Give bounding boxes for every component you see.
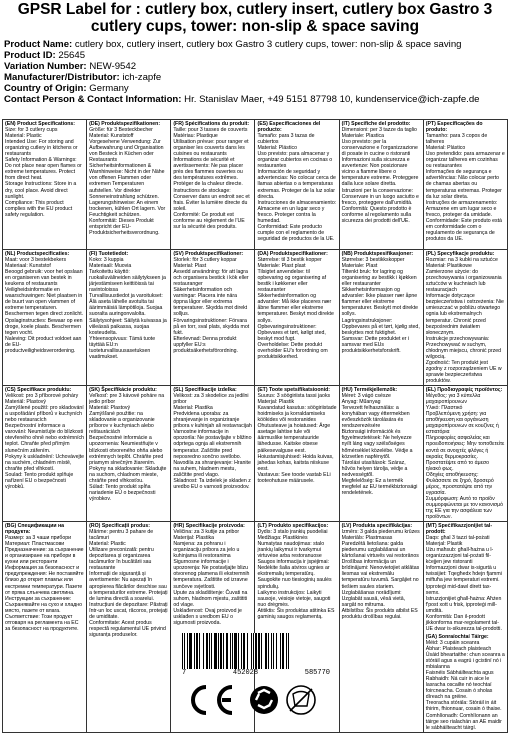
info-label: Country of Origin: [4, 83, 87, 94]
barcode-bar [288, 633, 289, 669]
lang-cell-sk: (SK) Špecifikácie produktu: Veľkosť: pre 3 kávové poháre na jedlo príbor Materiál: Plastový Zamýšľané použitie: na skladovanie a organizovanie príborov v kuchyniach alebo reštauráciách Bezpečnostné informácie a upozornenia: Neumiestňujte v blízkosti otvoreného ohňa alebo extrémnych teplôt. Chráňte pred priamym slnečným žiarením. Pokyny na skladovanie: Skladujte na suchom, chladnom mieste, chráňte pred vlhkosťou. Súlad: Tento produkt spĺňa nariadenie EÚ o bezpečnosti výrobkov. [87, 386, 171, 522]
info-value: ich-zapfe [122, 72, 162, 83]
lang-cell-ro: (RO) Specificații produs: Mărime: pentru 3 pahare de tacâmuri Material: Plastic Utilizare preconizată: pentru depozitarea și organizarea tacâmurilor în bucătării sau restaurante Informații de siguranță și avertismente: Nu așezați în apropierea flăcărilor deschise sau a temperaturilor extreme. Protejați de lumina directă a soarelui. Instrucțiuni de depozitare: Păstrați într-un loc uscat, răcoros, protejați de umiditate. Conformitate: Acest produs respectă regulamentul UE privind siguranța produselor. [87, 522, 171, 733]
lang-cell-hu: (HU) Termékjellemzők: Méret: 3 vágó csésze Anyag: Műanyag Tervezett felhasználás: a konyhában vagy éttermekben evőeszközök tárolására és rendszerezésére Biztonsági információk és figyelmeztetések: Ne helyezze nyílt láng vagy szélsőséges hőmérséklet közelébe. Védje a közvetlen napfénytől. Tárolási utasítások: Száraz, hűvös helyen tárolja, védje a nedvességtől. Megfelelőség: Ez a termék megfelel az EU termékbiztonsági rendeletének. [339, 386, 423, 522]
barcode-digit-group: 585770 [304, 669, 330, 677]
lang-cell-en: (EN) Product Specifications: Size: for 3 cutlery cups Material: Plastic Intended Use: For storing and organizing cutlery in kitchens or restaurants Safety Information & Warnings: Do not place near open flames or extreme temperatures. Protect from direct heat. Storage Instructions: Store in a dry, cool place. Avoid direct sunlight. Compliance: This product complies with the EU product safety regulation. [3, 120, 87, 250]
lang-cell-bg: (BG) Спецификации на продукта: Размер: за 3 чаши прибори Материал: Пластмасови Предназначение: за съхранение и организиране на прибори в кухни или ресторанти Информация за безопасност и предупреждения: Не поставяйте близо до открит пламък или екстремни температури. Пазете от пряка слънчева светлина. Инструкции за съхранение: Съхранявайте на сухо и хладно място, пазете от влага. Съответствие: Този продукт отговаря на регламента на ЕС за безопасност на продуктите. [3, 522, 87, 733]
info-row [4, 39, 510, 50]
ean-barcode [182, 633, 330, 677]
lang-cell-fr: (FR) Spécifications du produit: Taille: pour 3 tasses de couverts Matériau: Plastique Utilisation prévue: pour ranger et organiser les couverts dans les cuisines ou restaurants Informations de sécurité et avertissements: Ne pas placer près des flammes ouvertes ou des températures extrêmes. Protéger de la chaleur directe. Instructions de stockage: Conserver dans un endroit sec et frais. Éviter la lumière directe du soleil. Conformité: Ce produit est conforme au règlement de l'UE sur la sécurité des produits. [171, 120, 255, 250]
food-safe-icon [287, 686, 315, 714]
info-row [4, 61, 510, 72]
barcode-digit-group: 7 [182, 669, 187, 677]
info-value: 25645 [58, 50, 86, 61]
info-label: Product Name: [4, 39, 73, 50]
info-row [4, 83, 510, 94]
lang-cell-de: (DE) Produktspezifikationen: Größe: für 3 Besteckbecher Material: Kunststoff Vorgesehene Verwendung: Zur Aufbewahrung und Organisation von Besteck in Küchen oder Restaurants Sicherheitsinformationen & Warnhinweise: Nicht in der Nähe von offenen Flammen oder extremen Temperaturen aufstellen. Vor direkter Sonneneinstrahlung schützen. Lagerungshinweise: An einem trockenen, kühlen Ort lagern. Vor Feuchtigkeit schützen. Konformität: Dieses Produkt entspricht der EU-Produktsicherheitsverordnung. [87, 120, 171, 250]
lang-cell-el: (EL) Προδιαγραφές προϊόντος: Μέγεθος: για 3 κύπελλα μαχαιροπίρουνων Υλικό: Πλαστικό Προβλεπόμενη χρήση: για αποθήκευση και οργάνωση μαχαιροπίρουνων σε κουζίνες ή εστιατόρια Πληροφορίες ασφαλείας και προειδοποιήσεις: Μην τοποθετείτε κοντά σε ανοιχτές φλόγες ή ακραίες θερμοκρασίες. Προστατέψτε από το άμεσο ηλιακό φως. Οδηγίες αποθήκευσης: Φυλάσσετε σε ξηρό, δροσερό μέρος, προστατέψτε από την υγρασία. Συμμόρφωση: Αυτό το προϊόν συμμορφώνεται με τον κανονισμό της ΕΕ για την ασφάλεια των προϊόντων. [423, 386, 507, 522]
info-value: NEW-9542 [89, 61, 137, 72]
barcode-digits [182, 669, 330, 677]
info-value: Germany [89, 83, 129, 94]
lang-cell-sl: (SL) Specifikacije izdelka: Velikost: za 3 skodelice za jedilni pribor Material: Plastika Predvidena uporaba: za shranjevanje in organiziranje pribora v kuhinjah ali restavracijah Varnostne informacije in opozorila: Ne postavljajte v bližino odprtega ognja ali ekstremnih temperatur. Zaščitite pred neposredno sončno svetlobo. Navodila za shranjevanje: Hranite na suhem, hladnem mestu, zaščitite pred vlago. Skladnost: Ta izdelek je skladen z uredbo EU o varnosti proizvodov. [171, 386, 255, 522]
lang-cell-da: (DA) Produktspecifikationer: Størrelse: til 3 bestik kopper Materiale: Plast plast Tilsigtet anvendelse: til opbevaring og organisering af bestik i køkkener eller restauranter Sikkerhedsinformation og advarsler: Må ikke placeres nær åbne flammer eller ekstreme temperaturer. Beskyt mod direkte sollys. Opbevaringsinstruktioner: Opbevares et tørt, køligt sted, beskyt mod fugt. Overholdelse: Dette produkt overholder EU's forordning om produktsikkerhed. [255, 250, 339, 386]
info-row [4, 94, 510, 105]
lang-cell-lt: (LT) Produkto specifikacijos: Dydis: 3 stalo įrankių puodeliai Medžiaga: Plastikinės Numatytas naudojimas: stalo įrankių laikymui ir tvarkymui virtuvėse arba restoranuose Saugos informacija ir įspėjimai: Nedėkite šalia atviros ugnies ar ekstremalių temperatūrų. Saugokite nuo tiesioginių saulės spindulių. Laikymo instrukcijos: Laikyti sausoje, vėsioje vietoje, saugoti nuo drėgmės. Atitiktis: Šis produktas atitinka ES gaminių saugos reglamentą. [255, 522, 339, 733]
info-label: Manufacturer/Distributor: [4, 72, 120, 83]
lang-cell-cs: (CS) Specifikace produktu: Velikost: pro 3 příborové poháry Materiál: Plastový Zamýšlené použití: pro skladování a uspořádání příborů v kuchyních nebo restauracích Bezpečnostní informace a varování: Neumisťujte do blízkosti otevřeného ohně nebo extrémních teplot. Chraňte před přímým slunečním zářením. Pokyny k uskladnění: Uchovávejte na suchém, chladném místě, chraňte před vlhkostí. Soulad: Tento produkt splňuje nařízení EU o bezpečnosti výrobků. [3, 386, 87, 522]
compliance-marks [0, 683, 510, 717]
lang-cell-pt: (PT) Especificações do produto: Tamanho: para 3 copos de talheres Material: Plástico Uso pretendido: para armazenar e organizar talheres em cozinhas ou restaurantes Informações de segurança e advertências: Não colocar perto de chamas abertas ou temperaturas extremas. Proteger da luz solar direta. Instruções de armazenamento: Armazene em um lugar seco e fresco, proteger da umidade. Conformidade: Este produto está em conformidade com o regulamento de segurança de produtos da UE. [423, 120, 507, 250]
lang-cell-lv: (LV) Produkta specifikācijas: Izmērs: 3 galda piederumu krūzes Materiāls: Plastmasas Paredzētā lietošana: galda piederumu uzglabāšanai un kārtošanai virtuvēs vai restorānos Drošības informācija un brīdinājumi: Nenovietojiet atklātas liesmas vai ekstremālu temperatūru tuvumā. Sargājiet no tiešiem saules stariem. Uzglabāšanas norādījumi: Uzglabāt sausā, vēsā vietā, sargāt no mitruma. Atbilstība: Šis produkts atbilst ES produktu drošības regulai. [339, 522, 423, 733]
recycling-icon [250, 686, 278, 714]
lang-cell-mt-ga: (MT) Speċifikazzjonijiet tal-prodott: Daqs: għal 3 tazzi tal-pożati Materjal: Plastik Użu maħsub: għall-ħażna u l-organizzazzjoni tal-pożati fil-kċejjen jew ristoranti Informazzjoni dwar is-sigurtà u twissijiet: Tqegħedx ħdejn fjammi miftuħa jew temperaturi estremi. Ipproteġi mid-dawl dirett tax-xemx. Istruzzjonijiet għall-ħażna: Aħżen f'post xott u frisk, ipproteġi mill-umdità. Konformità: Dan il-prodott jikkonforma mar-regolament tal-UE dwar is-sikurezza tal-prodotti. (GA) Sonraíochtaí Táirge: Méid: 3 cupáin sceanra Ábhar: Plaisteach plaisteach Úsáid bheartaithe: chun sceanra a stóráil agus a eagrú i gcistiní nó i mbialanna Faisnéis Sábháilteachta agus Rabhaidh: Ná cuir in aice le lasracha oscailte nó teochtaí foircneacha. Cosain ó sholas díreach na gréine. Treoracha stórála: Stóráil in áit thirim, fhionnuar, cosain ó thaise. Comhlíonadh: Comhlíonann an táirge seo rialachán an AE maidir le sábháilteacht táirgí. [423, 522, 507, 733]
info-label: Variation Number: [4, 61, 87, 72]
lang-cell-hr: (HR) Specifikacije proizvoda: Veličina: za 3 kutije za pribor Materijal: Plastika Namjena: za pohranu i organizaciju pribora za jelo u kuhinjama ili restoranima Sigurnosne informacije i upozorenja: Ne postavljajte blizu otvorenog plamena ili ekstremnih temperatura. Zaštitite od izravne sunčeve svjetlosti. Upute za skladištenje: Čuvati na suhom, hladnom mjestu, zaštititi od vlage. Usklađenost: Ovaj proizvod je usklađen s uredbom EU o sigurnosti proizvoda. [171, 522, 255, 733]
info-row [4, 50, 510, 61]
lang-cell-es: (ES) Especificaciones del producto: Tamaño: para 3 tazas de cubiertos Material: Plástico Uso previsto: para almacenar y organizar cubiertos en cocinas o restaurantes Información de seguridad y advertencias: No colocar cerca de llamas abiertas o a temperaturas extremas. Proteger de la luz solar directa. Instrucciones de almacenamiento: Almacene en un lugar seco y fresco. Proteger contra la humedad. Conformidad: Este producto cumple con el reglamento de seguridad de productos de la UE. [255, 120, 339, 250]
barcode-digit-group: 452028 [232, 669, 259, 677]
product-info [0, 39, 510, 105]
label-title: GPSR Label for : cutlery box, cutlery insert, cutlery box Gastro 3 cutlery cups, tower: non-slip & space saving [17, 1, 493, 35]
barcode-bars [182, 633, 330, 669]
info-value: Hr. Stanislav Maer, +49 5151 87798 10, kundenservice@ich-zapfe.de [184, 94, 480, 105]
ce-mark [193, 687, 232, 713]
lang-cell-sv: (SV) Produktspecifikationer: Storlek: för 3 cutlery koppar Material: Plast Avsedd användning: för att lagra och organisera bestick i kök eller restauranger Säkerhetsinformation och varningar: Placera inte nära öppna lågor eller extrema temperaturer. Skydda mot direkt solljus. Förvaringsinstruktioner: Förvara på en torr, sval plats, skydda mot fukt. Efterlevnad: Denna produkt uppfyller EU:s produktsäkerhetsförordning. [171, 250, 255, 386]
lang-cell-pl: (PL) Specyfikacje produktu: Rozmiar: na 3 kubki na sztućce Materiał: Plastikowe Zamierzone użycie: do przechowywania i organizowania sztućców w kuchniach lub restauracjach Informacje dotyczące bezpieczeństwa i ostrzeżenia: Nie umieszczać w pobliżu otwartego ognia lub ekstremalnych temperatur. Chronić przed bezpośrednim światłem słonecznym. Instrukcje przechowywania: Przechowywać w suchym, chłodnym miejscu, chronić przed wilgocią. Zgodność: Ten produkt jest zgodny z rozporządzeniem UE w sprawie bezpieczeństwa produktów. [423, 250, 507, 386]
info-label: Product ID: [4, 50, 56, 61]
info-row [4, 72, 510, 83]
lang-cell-et: (ET) Toote spetsifikatsioonid: Suurus: 3 söögiriista tassi jaoks Materjal: Plastik Kavandatud kasutus: söögiriistade hoidmiseks ja korraldamiseks köökides või restoranides Ohutusteave ja hoiatused: Ärge asetage lahtise tule või äärmuslike temperatuuride lähedusse. Kaitske otsese päikesevalguse eest. Hoiustamisjuhised: Hoida kuivas, jahedas kohas, kaitsta niiskuse eest. Vastavus: See toode vastab ELi tooteohutuse määrusele. [255, 386, 339, 522]
info-label: Contact Person & Contact Information: [4, 94, 182, 105]
lang-cell-fi: (FI) Tuotetiedot: Koko: 3 kuppia Materiaali: Muovia Tarkoitettu käyttö: ruokailuvälineiden säilytykseen ja järjestämiseen keittiöissä tai ravintoloissa Turvallisuustiedot ja varoitukset: Älä aseta lähelle avotulta tai äärimmäisiä lämpötiloja. Suojaa suoralta auringonvalolta. Säilytysohjeet: Säilytä kuivassa ja viileässä paikassa, suojaa kosteudelta. Yhteensopivuus: Tämä tuote täyttää EU:n tuoteturvallisuusasetuksen vaatimukset. [87, 250, 171, 386]
lang-cell-nb: (NB) Produktspesifikasjoner: Størrelse: 3 bestikkskopper Materiale: Plast Tiltenkt bruk: for lagring og organisering av bestikk i kjøkken eller restauranter Sikkerhetsinformasjon og advarsler: Ikke plasser nær åpne flammer eller ekstreme temperaturer. Beskytt mot direkte sollys. Lagringsinstruksjoner: Oppbevares på et tørt, kjølig sted, beskyttes mot fuktighet. Samsvar: Dette produktet er i samsvar med EUs produktsikkerhetsforskrift. [339, 250, 423, 386]
info-value: cutlery box, cutlery insert, cutlery box Gastro 3 cutlery cups, tower: non-slip & space saving [74, 39, 462, 50]
lang-cell-nl: (NL) Productspecificaties: Maat: voor 3 bestekbekers Materiaal: Kunststof Beoogd gebruik: voor het opslaan en organiseren van bestek in keukens of restaurants Veiligheidsinformatie en waarschuwingen: Niet plaatsen in de buurt van open vlammen of extreme temperaturen. Beschermen tegen direct zonlicht. Opslaginstructies: Bewaar op een droge, koele plaats. Beschermen tegen vocht. Naleving: Dit product voldoet aan de EU-productveiligheidsverordening. [3, 250, 87, 386]
lang-cell-it: (IT) Specifiche del prodotto: Dimensioni: per 3 tazze da taglio Materiale: Plastica Uso previsto: per la conservazione e l'organizzazione di posate in cucine o ristoranti Informazioni sulla sicurezza e avvertenze: Non posizionare vicino a fiamme libere o temperature estreme. Proteggere dalla luce solare diretta. Istruzioni per la conservazione: Conservare in un luogo asciutto e fresco, proteggere dall'umidità. Conformità: Questo prodotto è conforme al regolamento sulla sicurezza dei prodotti dell'UE. [339, 120, 423, 250]
